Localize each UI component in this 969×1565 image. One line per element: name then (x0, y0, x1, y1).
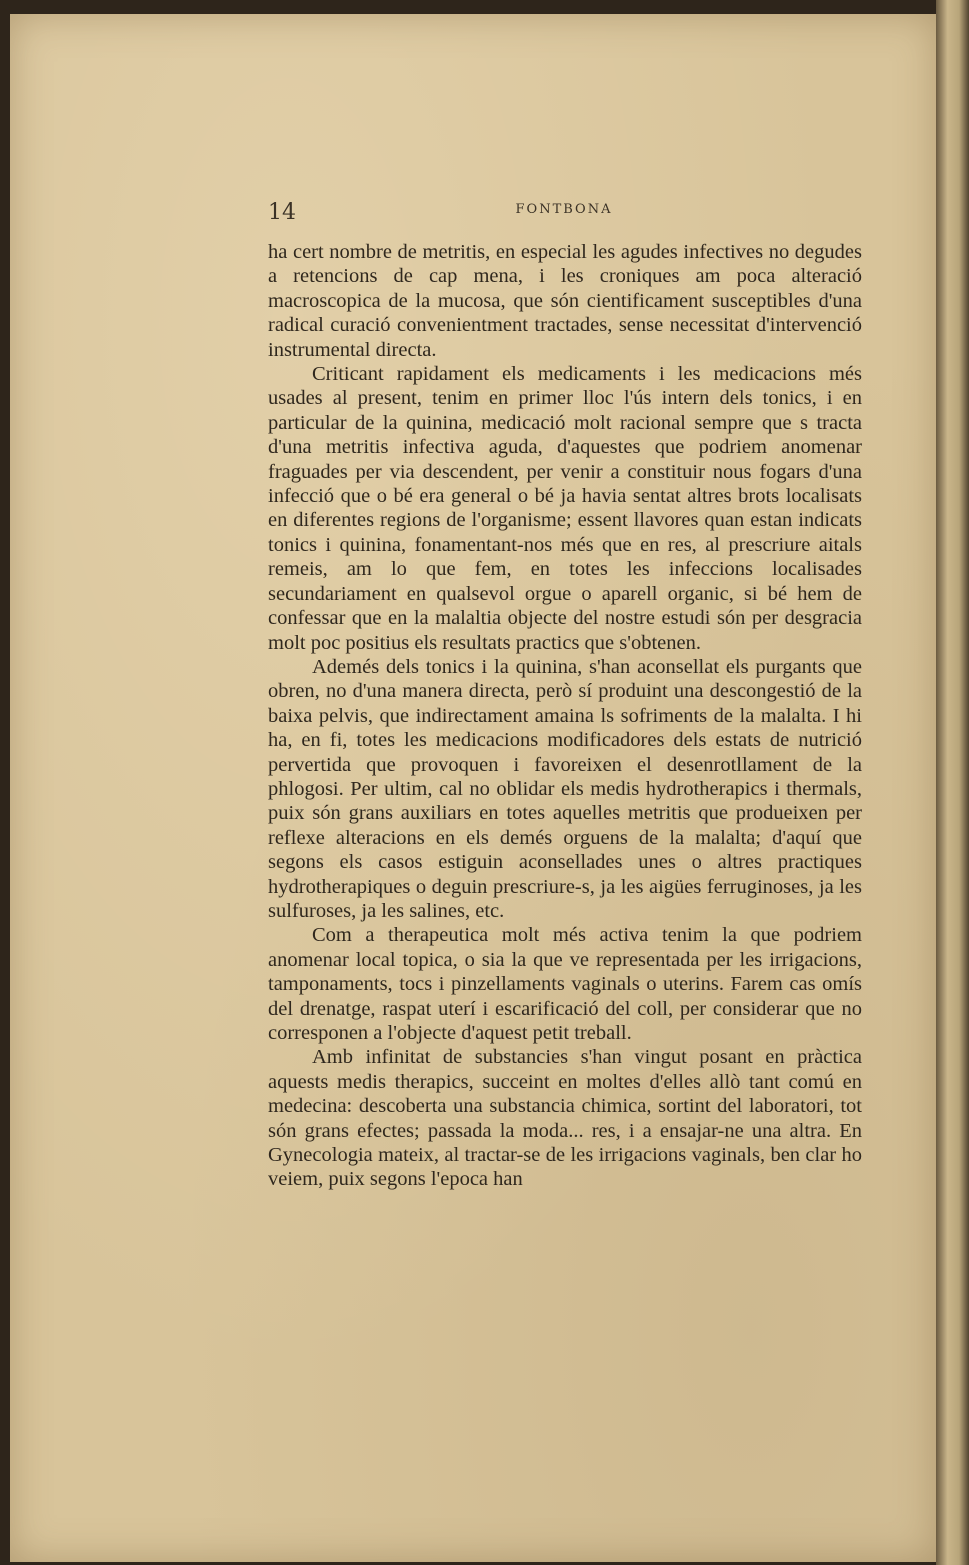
page-number: 14 (268, 200, 296, 225)
paragraph: Ademés dels tonics i la quinina, s'han aconsellat els purgants que obren, no d'una manera directa, però sí produint una descongestió de la baixa pelvis, que indirectament amaina ls sofriments de la malalta. I hi ha, en fi, totes les medicacions modificadores dels estats de nutrició pervertida que provoquen i favoreixen el desenrotllament de la phlogosi. Per ultim, cal no oblidar els medis hydrotherapics i thermals, puix són grans auxiliars en totes aquelles metritis que produeixen per reflexe alteracions en els demés orguens de la malalta; d'aquí que segons els casos estiguin aconsellades unes o altres practiques hydrotherapiques o deguin prescriure-s, ja les aigües ferruginoses, ja les sulfuroses, ja les salines, etc. (268, 655, 862, 922)
body-text (268, 240, 862, 1192)
paragraph: Com a therapeutica molt més activa tenim la que podriem anomenar local topica, o sia la que ve representada per les irrigacions, tamponaments, tocs i pinzellaments vaginals o uterins. Farem cas omís del drenatge, raspat uterí i escarificació del coll, per considerar que no corresponen a l'objecte d'aquest petit treball. (268, 924, 862, 1044)
paragraph: Amb infinitat de substancies s'han vingut posant en pràctica aquests medis therapics, succeint en moltes d'elles allò tant comú en medecina: descoberta una substancia chimica, sortint del laboratori, tot són grans efectes; passada la moda... res, i a ensajar-ne una altra. En Gynecologia mateix, al tractar-se de les irrigacions vaginals, ben clar ho veiem, puix segons l'epoca han (268, 1046, 862, 1191)
paragraph: ha cert nombre de metritis, en especial les agudes infectives no degudes a retencions de cap mena, i les croniques am poca alteració macroscopica de la mucosa, que són cientificament susceptibles d'una radical curació convenientment tractades, sense necessitat d'intervenció instrumental directa. (268, 241, 862, 361)
running-head: FONTBONA (515, 202, 613, 217)
page-edge (936, 0, 969, 1565)
paragraph: Criticant rapidament els medicaments i les medicacions més usades al present, tenim en primer lloc l'ús intern dels tonics, i en particular de la quinina, medicació molt racional sempre que s tracta d'una metritis infectiva aguda, d'aquestes que podriem anomenar fraguades per via descendent, per venir a constituir nous fogars d'una infecció que o bé era general o bé ja havia sentat altres brots localisats en diferentes regions de l'organisme; essent llavores quan estan indicats tonics i quinina, fonamentant-nos més que en res, al prescriure aitals remeis, am lo que fem, en totes les infeccions localisades secundariament en qualsevol orgue o aparell organic, si bé hem de confessar que en la malaltia objecte del nostre estudi són per desgracia molt poc positius els resultats practics que s'obtenen. (268, 363, 862, 654)
page-header (258, 196, 870, 232)
